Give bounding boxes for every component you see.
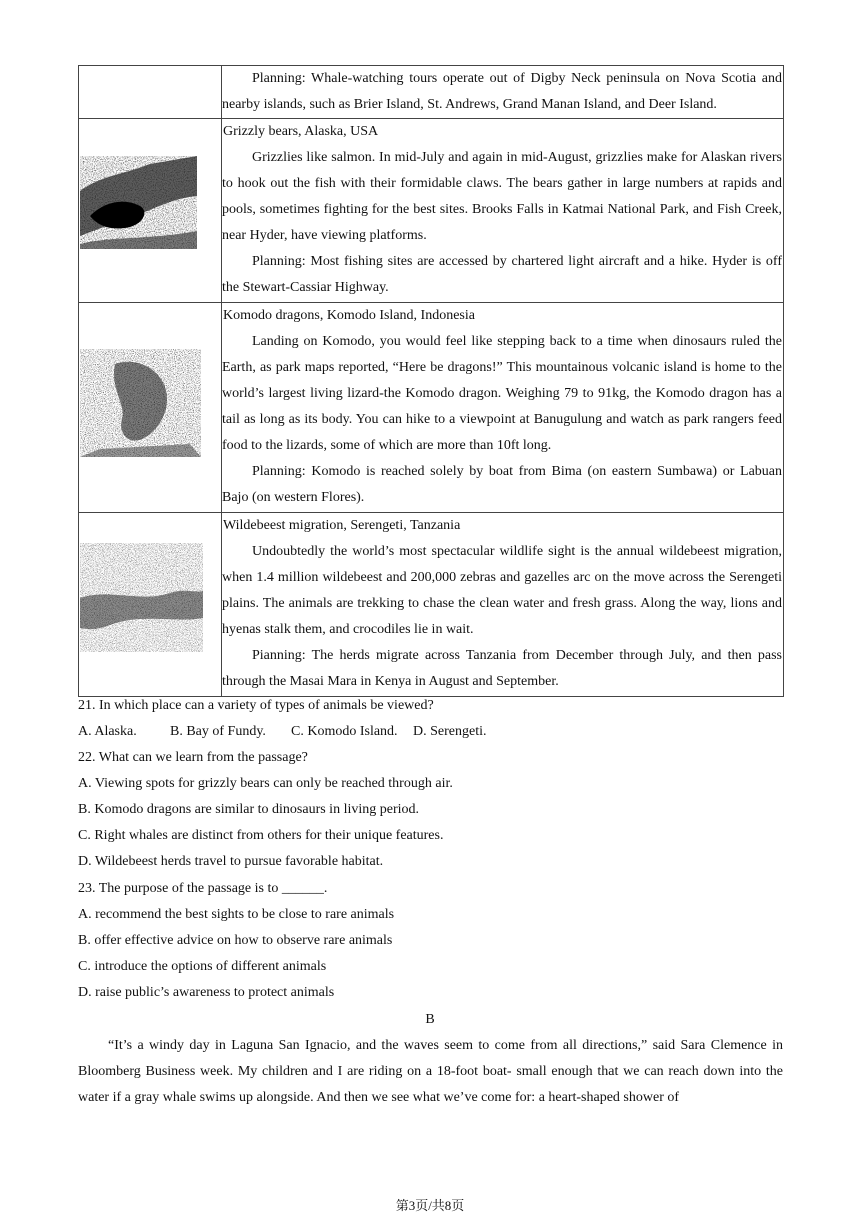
table-row [79, 513, 784, 697]
question-22-option-d: D. Wildebeest herds travel to pursue favorable habitat. [78, 854, 384, 869]
table-row [79, 66, 784, 119]
image-cell [79, 303, 222, 513]
option-b: B. Bay of Fundy. [170, 724, 266, 739]
table-row [79, 303, 784, 513]
page-number-footer: 第3页/共8页 [395, 1198, 465, 1213]
entry-heading: Wildebeest migration, Serengeti, Tanzania [223, 518, 461, 533]
text-cell [222, 66, 784, 119]
image-cell-empty [79, 66, 222, 119]
question-22-stem: 22. What can we learn from the passage? [78, 750, 308, 765]
planning-text: Planning: Most fishing sites are accessed by chartered light aircraft and a hike. Hyder is off the Stewart-Cassiar Highway. [222, 254, 782, 295]
entry-body: Grizzlies like salmon. In mid-July and again in mid-August, grizzlies make for Alaskan rivers to hook out the fish with their formidable claws. The bears gather in large numbers at rapids and pools, sometimes fighting for the best sites. Brooks Falls in Katmai National Park, and Fish Creek, near Hyder, have viewing platforms. [222, 150, 782, 243]
option-d: D. Serengeti. [413, 724, 487, 739]
entry-body: Undoubtedly the world’s most spectacular wildlife sight is the annual wildebeest migration, when 1.4 million wildebeest and 200,000 zebras and gazelles arc on the move across the Serengeti plains. The animals are trekking to chase the clean water and fresh grass. Along the way, lions and hyenas stalk them, and crocodiles lie in wait. [222, 544, 782, 637]
section-b-label: B [425, 1012, 435, 1027]
image-cell [79, 119, 222, 303]
section-b-passage: “It’s a windy day in Laguna San Ignacio, and the waves seem to come from all directions,” said Sara Clemence in Bloomberg Business week. My children and I are riding on a 18-foot boat- small enough that we can reach down into the water if a gray whale swims up alongside. And then we see what we’ve come for: a heart-shaped shower of [78, 1038, 783, 1105]
question-23-stem: 23. The purpose of the passage is to ______. [78, 881, 328, 896]
wildebeest-migration-photo [80, 543, 203, 652]
question-22-option-b: B. Komodo dragons are similar to dinosaurs in living period. [78, 802, 420, 817]
question-22-option-a: A. Viewing spots for grizzly bears can only be reached through air. [78, 776, 453, 791]
text-cell [222, 513, 784, 697]
option-a: A. Alaska. [78, 724, 137, 739]
planning-text: Pianning: The herds migrate across Tanzania from December through July, and then pass through the Masai Mara in Kenya in August and September. [222, 648, 782, 689]
komodo-dragon-photo [80, 349, 201, 457]
question-23-option-b: B. offer effective advice on how to observe rare animals [78, 933, 393, 948]
question-22-option-c: C. Right whales are distinct from others for their unique features. [78, 828, 444, 843]
image-cell [79, 513, 222, 697]
table-row [79, 119, 784, 303]
entry-body: Landing on Komodo, you would feel like stepping back to a time when dinosaurs ruled the Earth, as park maps reported, “Here be dragons!” This mountainous volcanic island is home to the world’s largest living lizard-the Komodo dragon. Weighing 79 to 91kg, the Komodo dragon has a tail as long as its body. You can hike to a viewpoint at Banugulung and watch as park rangers feed food to the lizards, some of which are more than 10ft long. [222, 334, 782, 453]
entry-heading: Komodo dragons, Komodo Island, Indonesia [223, 308, 475, 323]
text-cell [222, 303, 784, 513]
question-21-stem: 21. In which place can a variety of types of animals be viewed? [78, 698, 434, 713]
entry-heading: Grizzly bears, Alaska, USA [223, 124, 379, 139]
question-23-option-d: D. raise public’s awareness to protect animals [78, 985, 335, 1000]
question-21-options [78, 719, 783, 745]
grizzly-bear-photo [80, 156, 197, 249]
option-c: C. Komodo Island. [291, 724, 398, 739]
planning-text: Planning: Whale-watching tours operate out of Digby Neck peninsula on Nova Scotia and nearby islands, such as Brier Island, St. Andrews, Grand Manan Island, and Deer Island. [222, 71, 782, 112]
question-23-option-c: C. introduce the options of different animals [78, 959, 327, 974]
planning-text: Planning: Komodo is reached solely by boat from Bima (on eastern Sumbawa) or Labuan Bajo (on western Flores). [222, 464, 782, 505]
text-cell [222, 119, 784, 303]
question-23-option-a: A. recommend the best sights to be close to rare animals [78, 907, 395, 922]
wildlife-table [78, 65, 784, 697]
